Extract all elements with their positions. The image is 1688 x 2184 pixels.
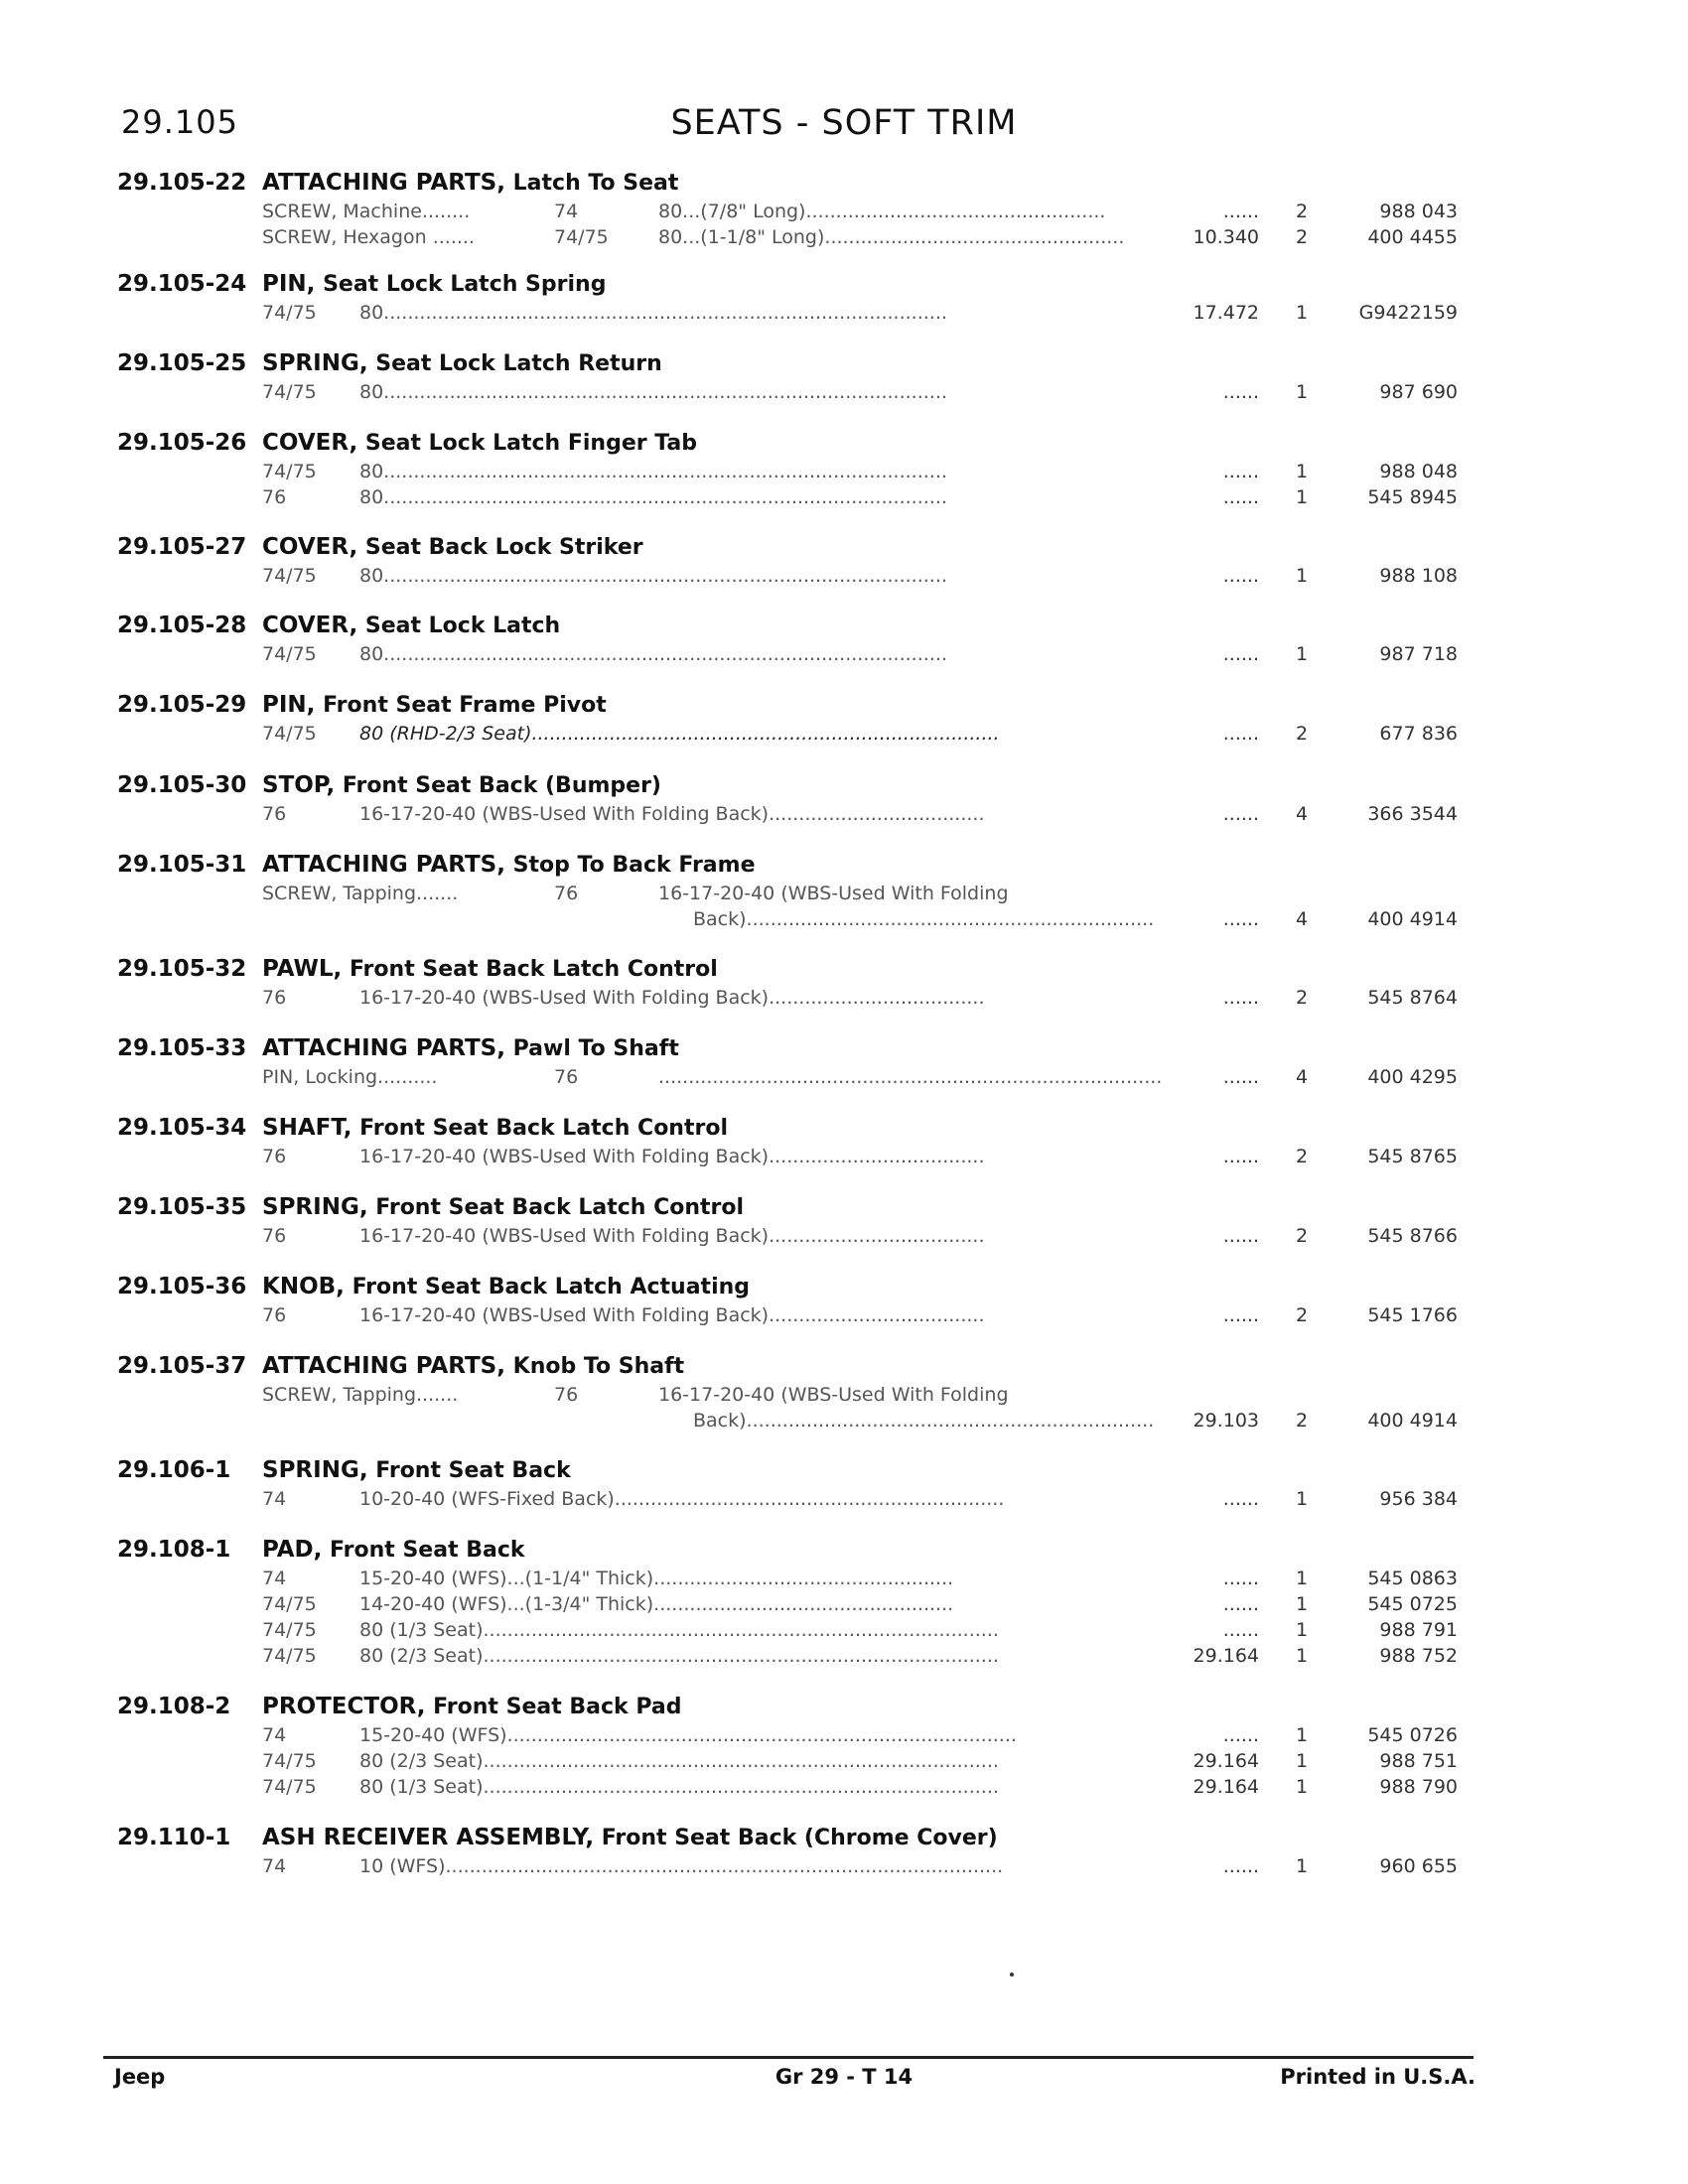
illustration-ref: ...... [1222, 461, 1259, 482]
usage-description: 16-17-20-40 (WBS-Used With Folding Back).................................... [359, 1225, 985, 1247]
model-year: 76 [262, 803, 287, 825]
model-year: 74/75 [262, 1645, 317, 1667]
part-description: Front Seat Frame Pivot [315, 693, 607, 718]
parts-entry [117, 268, 1458, 326]
model-year: 76 [262, 486, 287, 508]
entry-heading [117, 427, 1448, 459]
part-ref-number: 29.105-36 [117, 1274, 247, 1299]
part-description: Stop To Back Frame [504, 853, 756, 878]
part-number: 545 8766 [1367, 1225, 1458, 1247]
entry-heading [117, 1350, 1448, 1382]
illustration-ref: ...... [1222, 486, 1259, 508]
part-number: 988 790 [1379, 1776, 1458, 1798]
illustration-ref: 29.164 [1193, 1645, 1259, 1667]
quantity: 1 [1295, 381, 1309, 403]
illustration-ref: ...... [1222, 1568, 1259, 1589]
parts-entry [117, 1191, 1458, 1249]
fastener-label: SCREW, Tapping....... [262, 1384, 459, 1406]
model-year: 76 [262, 987, 287, 1009]
part-name: PIN, [262, 692, 316, 718]
fastener-label: SCREW, Tapping....... [262, 883, 459, 904]
parts-entry [117, 769, 1458, 827]
part-number: 988 791 [1379, 1619, 1458, 1641]
usage-description: 16-17-20-40 (WBS-Used With Folding [658, 1384, 1009, 1406]
part-ref-number: 29.105-30 [117, 772, 247, 798]
entry-heading [117, 1691, 1448, 1722]
part-ref-number: 29.105-24 [117, 271, 247, 297]
usage-description: 80.............................................................................................. [359, 381, 947, 403]
part-name: SPRING, [262, 1457, 368, 1483]
parts-entry [117, 1822, 1458, 1879]
parts-entry [117, 610, 1458, 667]
usage-description: .................................................................................... [658, 1066, 1163, 1088]
part-name: COVER, [262, 613, 358, 638]
model-year: 74 [262, 1568, 287, 1589]
illustration-ref: ...... [1222, 987, 1259, 1009]
quantity: 2 [1295, 723, 1309, 745]
entry-heading [117, 953, 1448, 985]
illustration-ref: ...... [1222, 201, 1259, 222]
parts-entry [117, 167, 1458, 250]
model-year: 74/75 [262, 461, 317, 482]
part-name: ATTACHING PARTS, [262, 170, 505, 196]
illustration-ref: 17.472 [1193, 302, 1259, 324]
usage-line [117, 563, 1458, 589]
parts-entry [117, 531, 1458, 589]
usage-description: 80 (2/3 Seat)...................................................................................... [359, 1750, 999, 1772]
quantity: 1 [1295, 1488, 1309, 1510]
part-name: KNOB, [262, 1274, 345, 1299]
part-number: 988 043 [1379, 201, 1458, 222]
illustration-ref: ...... [1222, 1593, 1259, 1615]
parts-entry [117, 1534, 1458, 1669]
usage-line [117, 641, 1458, 667]
page-title: SEATS - SOFT TRIM [670, 103, 1018, 143]
usage-line [117, 906, 1458, 932]
quantity: 1 [1295, 461, 1309, 482]
illustration-ref: ...... [1222, 723, 1259, 745]
part-number: 545 8764 [1367, 987, 1458, 1009]
entry-heading [117, 531, 1448, 563]
part-ref-number: 29.105-29 [117, 692, 247, 718]
usage-line [117, 1617, 1458, 1643]
part-description: Front Seat Back (Chrome Cover) [594, 1826, 998, 1850]
quantity: 4 [1295, 803, 1309, 825]
model-year: 74/75 [262, 302, 317, 324]
usage-description: 16-17-20-40 (WBS-Used With Folding [658, 883, 1009, 904]
part-number: 988 751 [1379, 1750, 1458, 1772]
footer-brand: Jeep [114, 2065, 166, 2089]
part-number: 400 4295 [1367, 1066, 1458, 1088]
quantity: 1 [1295, 643, 1309, 665]
illustration-ref: ...... [1222, 1855, 1259, 1877]
part-description: Front Seat Back [322, 1538, 525, 1563]
part-description: Front Seat Back [367, 1458, 571, 1483]
usage-line [117, 1643, 1458, 1669]
illustration-ref: ...... [1222, 908, 1259, 930]
illustration-ref: ...... [1222, 643, 1259, 665]
illustration-ref: 29.164 [1193, 1750, 1259, 1772]
quantity: 1 [1295, 1776, 1309, 1798]
part-name: COVER, [262, 430, 358, 456]
parts-entry [117, 689, 1458, 747]
part-number: 987 718 [1379, 643, 1458, 665]
part-number: 960 655 [1379, 1855, 1458, 1877]
illustration-ref: ...... [1222, 1619, 1259, 1641]
part-description: Seat Lock Latch Spring [315, 272, 607, 297]
usage-line [117, 801, 1458, 827]
usage-line [117, 721, 1458, 747]
usage-description: 16-17-20-40 (WBS-Used With Folding Back).................................... [359, 1304, 985, 1326]
illustration-ref: ...... [1222, 1488, 1259, 1510]
quantity: 2 [1295, 1304, 1309, 1326]
entry-heading [117, 1534, 1448, 1566]
usage-line [117, 1408, 1458, 1433]
entry-heading [117, 1112, 1448, 1144]
part-ref-number: 29.105-31 [117, 852, 247, 878]
part-description: Seat Lock Latch [357, 614, 561, 638]
section-number: 29.105 [121, 103, 238, 141]
part-description: Front Seat Back (Bumper) [335, 773, 661, 798]
usage-line [117, 1853, 1458, 1879]
usage-description: 80.............................................................................................. [359, 302, 947, 324]
part-name: STOP, [262, 772, 336, 798]
parts-entry [117, 1271, 1458, 1328]
usage-line [117, 1486, 1458, 1512]
model-year: 74/75 [262, 381, 317, 403]
quantity: 2 [1295, 987, 1309, 1009]
usage-description: 16-17-20-40 (WBS-Used With Folding Back).................................... [359, 987, 985, 1009]
part-number: 545 8945 [1367, 486, 1458, 508]
usage-description: Back).................................................................... [693, 1410, 1155, 1432]
part-ref-number: 29.105-25 [117, 350, 247, 376]
usage-description: 80.............................................................................................. [359, 486, 947, 508]
part-number: 545 0726 [1367, 1724, 1458, 1746]
entry-heading [117, 1822, 1448, 1853]
part-ref-number: 29.105-32 [117, 956, 247, 982]
quantity: 1 [1295, 302, 1309, 324]
usage-line [117, 379, 1458, 405]
fastener-label: SCREW, Hexagon ....... [262, 226, 475, 248]
usage-description: 10-20-40 (WFS-Fixed Back)................................................................. [359, 1488, 1005, 1510]
part-ref-number: 29.105-26 [117, 430, 247, 456]
usage-line [117, 1566, 1458, 1591]
quantity: 2 [1295, 1225, 1309, 1247]
usage-line [117, 1748, 1458, 1774]
entry-heading [117, 347, 1448, 379]
part-ref-number: 29.105-34 [117, 1115, 247, 1141]
part-number: G9422159 [1358, 302, 1458, 324]
usage-line [117, 459, 1458, 484]
illustration-ref: 29.103 [1193, 1410, 1259, 1432]
part-ref-number: 29.108-2 [117, 1694, 231, 1719]
parts-entry [117, 1032, 1458, 1090]
quantity: 1 [1295, 1593, 1309, 1615]
model-year: 76 [262, 1146, 287, 1167]
part-name: PAWL, [262, 956, 343, 982]
part-name: SHAFT, [262, 1115, 352, 1141]
entry-heading [117, 1032, 1448, 1064]
usage-description: 16-17-20-40 (WBS-Used With Folding Back).................................... [359, 1146, 985, 1167]
model-year: 74 [262, 1724, 287, 1746]
usage-description: 80 (1/3 Seat)...................................................................................... [359, 1776, 999, 1798]
usage-description: 80.............................................................................................. [359, 461, 947, 482]
parts-entry [117, 1112, 1458, 1169]
entry-heading [117, 689, 1448, 721]
part-ref-number: 29.105-28 [117, 613, 247, 638]
part-ref-number: 29.105-37 [117, 1353, 247, 1379]
part-number: 987 690 [1379, 381, 1458, 403]
part-number: 988 048 [1379, 461, 1458, 482]
quantity: 1 [1295, 1568, 1309, 1589]
parts-entry [117, 1350, 1458, 1433]
parts-entry [117, 427, 1458, 510]
entry-heading [117, 1191, 1448, 1223]
usage-description: 80 (RHD-2/3 Seat).............................................................................. [359, 723, 1000, 745]
part-description: Seat Back Lock Striker [357, 535, 643, 560]
entry-heading [117, 769, 1448, 801]
entry-heading [117, 849, 1448, 881]
usage-description: 14-20-40 (WFS)...(1-3/4" Thick).................................................. [359, 1593, 954, 1615]
quantity: 2 [1295, 201, 1309, 222]
part-number: 400 4914 [1367, 908, 1458, 930]
footer-group-ref: Gr 29 - T 14 [774, 2065, 914, 2089]
model-year: 74 [262, 1488, 287, 1510]
part-number: 545 0725 [1367, 1593, 1458, 1615]
part-ref-number: 29.108-1 [117, 1537, 231, 1563]
part-name: PAD, [262, 1537, 323, 1563]
model-year: 76 [554, 883, 579, 904]
model-year: 74/75 [262, 1593, 317, 1615]
usage-description: 80...(7/8" Long).................................................. [658, 201, 1106, 222]
stray-mark [1010, 1973, 1014, 1977]
part-number: 400 4455 [1367, 226, 1458, 248]
parts-entry [117, 953, 1458, 1011]
entry-heading [117, 1454, 1448, 1486]
quantity: 1 [1295, 1855, 1309, 1877]
model-year: 76 [262, 1304, 287, 1326]
model-year: 76 [554, 1066, 579, 1088]
footer-rule [103, 2056, 1474, 2059]
illustration-ref: ...... [1222, 381, 1259, 403]
usage-description: 15-20-40 (WFS)..................................................................................... [359, 1724, 1017, 1746]
part-name: PIN, [262, 271, 316, 297]
part-name: ATTACHING PARTS, [262, 1353, 505, 1379]
usage-line [117, 1722, 1458, 1748]
quantity: 4 [1295, 908, 1309, 930]
usage-description: 16-17-20-40 (WBS-Used With Folding Back).................................... [359, 803, 985, 825]
illustration-ref: 10.340 [1193, 226, 1259, 248]
usage-line [117, 484, 1458, 510]
part-ref-number: 29.110-1 [117, 1825, 231, 1850]
model-year: 76 [554, 1384, 579, 1406]
usage-line [117, 300, 1458, 326]
part-name: SPRING, [262, 1194, 368, 1220]
usage-line [117, 1144, 1458, 1169]
quantity: 2 [1295, 1410, 1309, 1432]
illustration-ref: ...... [1222, 1225, 1259, 1247]
part-description: Front Seat Back Latch Control [367, 1195, 745, 1220]
part-number: 956 384 [1379, 1488, 1458, 1510]
model-year: 74/75 [554, 226, 609, 248]
part-number: 400 4914 [1367, 1410, 1458, 1432]
usage-line [117, 1064, 1458, 1090]
illustration-ref: ...... [1222, 1146, 1259, 1167]
part-description: Front Seat Back Latch Control [342, 957, 718, 982]
part-name: ASH RECEIVER ASSEMBLY, [262, 1825, 595, 1850]
part-name: COVER, [262, 534, 358, 560]
part-description: Seat Lock Latch Finger Tab [357, 431, 698, 456]
usage-line [117, 881, 1448, 906]
part-name: ATTACHING PARTS, [262, 852, 505, 878]
illustration-ref: ...... [1222, 565, 1259, 587]
model-year: 74/75 [262, 1776, 317, 1798]
quantity: 1 [1295, 1619, 1309, 1641]
illustration-ref: ...... [1222, 1724, 1259, 1746]
part-number: 545 0863 [1367, 1568, 1458, 1589]
part-number: 988 108 [1379, 565, 1458, 587]
part-number: 988 752 [1379, 1645, 1458, 1667]
fastener-label: SCREW, Machine........ [262, 201, 471, 222]
usage-line [117, 1382, 1448, 1408]
model-year: 74/75 [262, 1619, 317, 1641]
part-number: 677 836 [1379, 723, 1458, 745]
quantity: 1 [1295, 565, 1309, 587]
parts-entry [117, 1454, 1458, 1512]
part-ref-number: 29.106-1 [117, 1457, 231, 1483]
part-description: Front Seat Back Pad [425, 1695, 682, 1719]
usage-line [117, 985, 1458, 1011]
part-description: Latch To Seat [504, 171, 679, 196]
parts-entry [117, 849, 1458, 932]
illustration-ref: ...... [1222, 1304, 1259, 1326]
model-year: 74/75 [262, 723, 317, 745]
usage-description: 80.............................................................................................. [359, 565, 947, 587]
part-number: 545 1766 [1367, 1304, 1458, 1326]
illustration-ref: 29.164 [1193, 1776, 1259, 1798]
quantity: 2 [1295, 226, 1309, 248]
model-year: 74/75 [262, 1750, 317, 1772]
usage-line [117, 199, 1458, 224]
usage-description: 15-20-40 (WFS)...(1-1/4" Thick).................................................. [359, 1568, 954, 1589]
entry-heading [117, 610, 1448, 641]
usage-description: 80.............................................................................................. [359, 643, 947, 665]
part-name: ATTACHING PARTS, [262, 1035, 505, 1061]
usage-description: 80...(1-1/8" Long).................................................. [658, 226, 1125, 248]
usage-line [117, 1302, 1458, 1328]
parts-entry [117, 347, 1458, 405]
fastener-label: PIN, Locking.......... [262, 1066, 438, 1088]
quantity: 1 [1295, 1645, 1309, 1667]
entry-heading [117, 268, 1448, 300]
quantity: 1 [1295, 1750, 1309, 1772]
part-description: Front Seat Back Latch Control [352, 1116, 728, 1141]
part-name: PROTECTOR, [262, 1694, 426, 1719]
quantity: 1 [1295, 486, 1309, 508]
model-year: 74/75 [262, 565, 317, 587]
part-ref-number: 29.105-33 [117, 1035, 247, 1061]
part-ref-number: 29.105-27 [117, 534, 247, 560]
usage-line [117, 1223, 1458, 1249]
footer-printed: Printed in U.S.A. [1280, 2065, 1476, 2089]
part-ref-number: 29.105-22 [117, 170, 247, 196]
part-number: 545 8765 [1367, 1146, 1458, 1167]
illustration-ref: ...... [1222, 1066, 1259, 1088]
usage-description: Back).................................................................... [693, 908, 1155, 930]
part-ref-number: 29.105-35 [117, 1194, 247, 1220]
illustration-ref: ...... [1222, 803, 1259, 825]
quantity: 4 [1295, 1066, 1309, 1088]
parts-entry [117, 1691, 1458, 1800]
part-number: 366 3544 [1367, 803, 1458, 825]
usage-line [117, 1774, 1458, 1800]
usage-description: 10 (WFS)............................................................................................. [359, 1855, 1004, 1877]
usage-description: 80 (1/3 Seat)...................................................................................... [359, 1619, 999, 1641]
part-name: SPRING, [262, 350, 368, 376]
entry-heading [117, 167, 1448, 199]
part-description: Seat Lock Latch Return [367, 351, 662, 376]
usage-description: 80 (2/3 Seat)...................................................................................... [359, 1645, 999, 1667]
quantity: 1 [1295, 1724, 1309, 1746]
part-description: Front Seat Back Latch Actuating [344, 1275, 751, 1299]
model-year: 74/75 [262, 643, 317, 665]
model-year: 74 [262, 1855, 287, 1877]
part-description: Knob To Shaft [504, 1354, 685, 1379]
usage-line [117, 1591, 1458, 1617]
usage-line [117, 224, 1458, 250]
model-year: 74 [554, 201, 579, 222]
quantity: 2 [1295, 1146, 1309, 1167]
entry-heading [117, 1271, 1448, 1302]
part-description: Pawl To Shaft [504, 1036, 679, 1061]
model-year: 76 [262, 1225, 287, 1247]
